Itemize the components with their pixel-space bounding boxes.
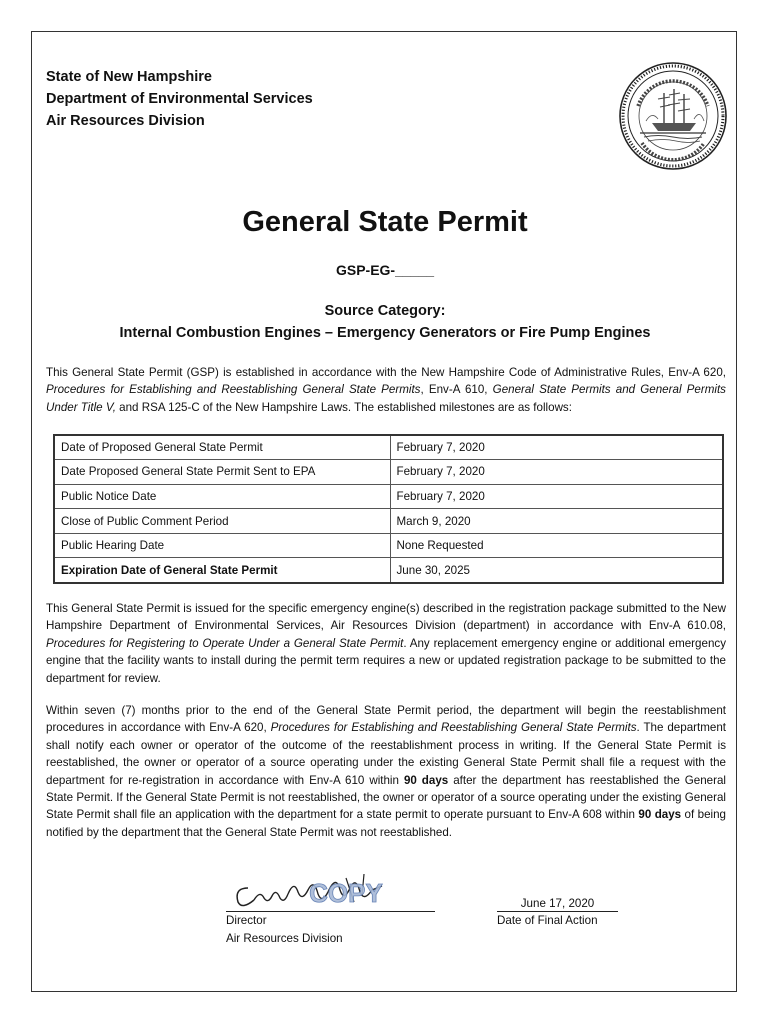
- reestablishment-paragraph: Within seven (7) months prior to the end of the General State Permit period, the department will begin the reestablishment procedures in accordance with Env-A 620, Procedures for Establishing and Reestablishing General State Permits. The department shall notify each owner or operator of the outcome of the reestablishment process in writing. If the General State Permit is reestablished, the owner or operator of a source operating under the existing General State Permit shall file a request with the department for re-registration in accordance with Env-A 610 within 90 days after the department has reestablished the General State Permit. If the General State Permit is not reestablished, the owner or operator of a source operating under the existing General State Permit shall file an application with the department for a state permit to operate pursuant to Env-A 608 within 90 days of being notified by the department that the General State Permit was not reestablished.: [46, 704, 727, 839]
- table-row: [54, 533, 723, 558]
- table-row: [54, 484, 723, 509]
- milestone-value: None Requested: [390, 533, 723, 558]
- date-line: [497, 911, 618, 912]
- table-row: [54, 558, 723, 583]
- state-seal-icon: [618, 61, 728, 171]
- department-name: Department of Environmental Services: [46, 91, 313, 107]
- document-title: General State Permit: [242, 206, 528, 238]
- milestone-label: Public Hearing Date: [54, 533, 390, 558]
- milestone-label: Expiration Date of General State Permit: [54, 558, 390, 583]
- milestones-table: [53, 434, 724, 584]
- final-action-date: June 17, 2020: [520, 897, 595, 910]
- source-category: [0, 300, 770, 344]
- table-row: [54, 460, 723, 485]
- milestone-value: March 9, 2020: [390, 509, 723, 534]
- signer-division: Air Resources Division: [226, 932, 343, 945]
- final-action-label: Date of Final Action: [497, 914, 598, 927]
- permit-number: GSP-EG-_____: [335, 262, 435, 278]
- intro-paragraph: This General State Permit (GSP) is established in accordance with the New Hampshire Code of Administrative Rules, Env-A 620, Procedures for Establishing and Reestablishing General State Permits, Env-A 610, General State Permits and General Permits Under Title V, and RSA 125-C of the New Hampshire Laws. The established milestones are as follows:: [46, 366, 726, 414]
- agency-header: [46, 66, 313, 132]
- division-name: Air Resources Division: [46, 113, 205, 129]
- state-name: State of New Hampshire: [46, 69, 212, 85]
- milestone-value: February 7, 2020: [390, 435, 723, 460]
- svg-text:COPY: COPY: [309, 878, 383, 908]
- milestone-label: Date of Proposed General State Permit: [54, 435, 390, 460]
- source-category-label: Source Category:: [324, 303, 446, 319]
- table-row: [54, 435, 723, 460]
- signer-title: Director: [226, 914, 267, 927]
- signature-line: [226, 911, 435, 912]
- milestone-value: June 30, 2025: [390, 558, 723, 583]
- milestone-label: Close of Public Comment Period: [54, 509, 390, 534]
- milestone-value: February 7, 2020: [390, 484, 723, 509]
- director-signature: [226, 866, 436, 916]
- milestone-label: Date Proposed General State Permit Sent to EPA: [54, 460, 390, 485]
- table-row: [54, 509, 723, 534]
- milestone-value: February 7, 2020: [390, 460, 723, 485]
- source-category-value: Internal Combustion Engines – Emergency Generators or Fire Pump Engines: [119, 325, 651, 341]
- milestone-label: Public Notice Date: [54, 484, 390, 509]
- registration-paragraph: This General State Permit is issued for the specific emergency engine(s) described in the registration package submitted to the New Hampshire Department of Environmental Services, Air Resources Division (department) in accordance with Env-A 610.08, Procedures for Registering to Operate Under a General State Permit. Any replacement emergency engine or additional emergency engine that the facility wants to install during the permit term requires a new or updated registration package to be submitted to the department for review.: [46, 602, 726, 685]
